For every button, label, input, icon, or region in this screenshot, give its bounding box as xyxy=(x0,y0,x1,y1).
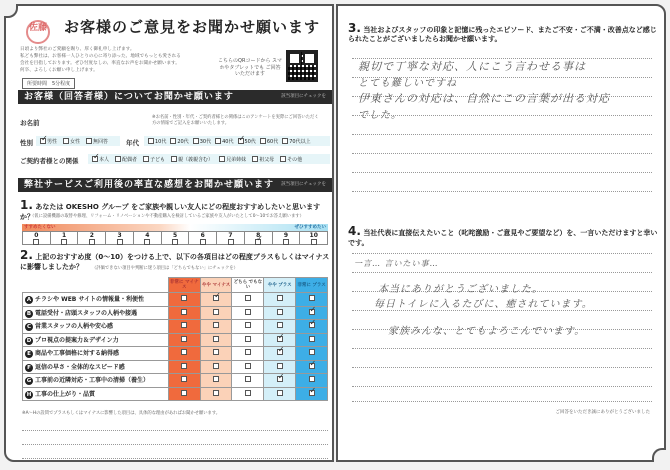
checkbox[interactable] xyxy=(277,363,283,369)
relation-option-sibling[interactable]: 兄弟姉妹 xyxy=(219,156,246,163)
answer-line xyxy=(352,253,652,254)
question-2-title: 2. 上記のおすすめ度（0〜10）をつける上で、以下の各項目はどの程度プラスもしくはマイナスに影響しましたか？ xyxy=(20,248,330,271)
answer-line xyxy=(352,134,652,135)
col-very-negative: 非常に マイナス xyxy=(168,278,200,293)
checkbox[interactable] xyxy=(245,376,251,382)
q4-answer-line-1[interactable]: 一言… 言いたい事… xyxy=(354,259,439,268)
letter-d-icon: D xyxy=(26,337,32,344)
scale-option-9[interactable]: 9 xyxy=(273,232,301,244)
answer-line xyxy=(352,272,652,273)
q2-footnote: ※A〜Hの設問でプラスもしくはマイナスに影響した項目は、具体的な理由があればお聞かせ願います。 xyxy=(22,411,221,416)
checkbox[interactable] xyxy=(213,363,219,369)
checkbox[interactable] xyxy=(309,349,315,355)
checkbox[interactable] xyxy=(181,376,187,382)
page-title: お客様のご意見をお聞かせ願います xyxy=(64,18,321,36)
checkbox[interactable] xyxy=(181,309,187,315)
checkbox[interactable] xyxy=(277,295,283,301)
checkbox[interactable] xyxy=(255,239,261,245)
checkbox[interactable] xyxy=(245,336,251,342)
letter-c-icon: C xyxy=(26,324,32,331)
question-1-note: （仮に設備機器の取替や修理、リフォーム・リノベーションや不動産購入を検討しているご家族や友人がいたとして0〜10でお答え願います） xyxy=(30,214,304,219)
relation-option-self[interactable]: ✓ 本人 xyxy=(92,156,109,163)
checkbox[interactable] xyxy=(181,322,187,328)
checkbox[interactable] xyxy=(63,138,69,144)
scale-option-10[interactable]: 10 xyxy=(300,232,327,244)
checkbox[interactable] xyxy=(143,156,149,162)
answer-line xyxy=(352,153,652,154)
answer-line xyxy=(352,172,652,173)
scale-option-4[interactable]: 4 xyxy=(134,232,162,244)
checkbox[interactable] xyxy=(283,239,289,245)
age-options xyxy=(144,136,330,146)
name-stamp: 佐藤 xyxy=(26,20,50,44)
checkbox[interactable] xyxy=(144,239,150,245)
relation-options xyxy=(88,154,330,164)
checkbox[interactable] xyxy=(238,138,244,144)
checkbox[interactable] xyxy=(89,239,95,245)
scale-option-6[interactable]: 6 xyxy=(189,232,217,244)
time-required-badge: 所要時間 5分程度 xyxy=(22,78,75,89)
checkbox[interactable] xyxy=(61,239,67,245)
table-row: A チラシや WEB サイトの情報量・利便性 ✓ xyxy=(23,293,328,307)
age-label: 年代 xyxy=(126,139,139,147)
question-3-title: 3. 当社およびスタッフの印象と記憶に残ったエピソード、またご不安・ご不満・改善点など感じられたことがございましたらお聞かせ願います。 xyxy=(348,21,657,43)
checkbox[interactable] xyxy=(245,349,251,355)
letter-g-icon: G xyxy=(26,378,32,385)
impact-table xyxy=(22,277,328,401)
checkbox[interactable] xyxy=(245,363,251,369)
name-note: ※お名前・性別・年代・ご契約者様との関係はこのアンケートを実際にご回答いただく方の情報でご記入をお願いいたします。 xyxy=(152,115,319,126)
scale-option-8[interactable] xyxy=(245,232,273,244)
q3-answer-line-3[interactable]: 伊東さんの対応は、自然にこの言葉が出る対応 xyxy=(358,92,610,105)
checkbox[interactable] xyxy=(181,295,187,301)
recommend-scale xyxy=(22,231,328,245)
checkbox[interactable] xyxy=(309,322,315,328)
reason-line[interactable] xyxy=(22,444,328,445)
checkbox[interactable] xyxy=(277,322,283,328)
checkbox[interactable] xyxy=(40,138,46,144)
checkbox[interactable] xyxy=(170,138,176,144)
q3-answer-line-1[interactable]: 親切で丁寧な対応、人にこう言わせる事は xyxy=(358,60,586,73)
table-header-row xyxy=(23,278,328,293)
scale-option-0[interactable]: 0 xyxy=(23,232,51,244)
question-2-note: （評価できない項目や判断に迷う項目は「どちらでもない」にチェックを） xyxy=(92,266,238,271)
relation-label: ご契約者様との関係 xyxy=(20,157,79,165)
checkbox[interactable] xyxy=(117,239,123,245)
checkbox[interactable] xyxy=(282,138,288,144)
col-very-positive: 非常に プラス xyxy=(296,278,328,293)
recommend-scale-gradient: すすめたくない ぜひすすめたい xyxy=(24,225,326,230)
checkbox[interactable] xyxy=(245,322,251,328)
checkbox[interactable] xyxy=(181,336,187,342)
col-slightly-positive: やや プラス xyxy=(264,278,296,293)
q3-answer-line-4[interactable]: でした。 xyxy=(358,110,402,121)
gender-option-none[interactable]: 無回答 xyxy=(86,138,108,145)
relation-option-child[interactable]: 子ども xyxy=(143,156,165,163)
respondent-section-header: お客様（回答者様）についてお聞かせ願います 該当項目にチェックを xyxy=(18,90,332,104)
gender-options xyxy=(36,136,120,146)
table-row: D プロ視点の提案力＆デザイン力 ✓ xyxy=(23,333,328,347)
answer-line xyxy=(352,367,652,368)
checkbox[interactable] xyxy=(245,390,251,396)
checkbox[interactable] xyxy=(115,156,121,162)
relation-option-spouse[interactable]: 配偶者 xyxy=(115,156,137,163)
checkbox[interactable] xyxy=(215,138,221,144)
checkbox[interactable] xyxy=(213,295,219,301)
checkbox[interactable] xyxy=(213,376,219,382)
col-neutral: どちら でもない xyxy=(232,278,264,293)
checkbox[interactable] xyxy=(213,349,219,355)
checkbox[interactable] xyxy=(311,239,317,245)
table-row: E 商品や工事価格に対する納得感 ✓ xyxy=(23,347,328,361)
age-option-20s[interactable]: 20代 xyxy=(170,138,188,145)
age-option-10s[interactable]: 10代 xyxy=(148,138,166,145)
relation-option-grandparent[interactable]: 祖父母 xyxy=(252,156,274,163)
checkbox[interactable] xyxy=(172,239,178,245)
checkbox[interactable] xyxy=(86,138,92,144)
age-option-40s[interactable]: 40代 xyxy=(215,138,233,145)
question-4-title: 4. 当社代表に直接伝えたいこと（叱咤激励・ご意見やご要望など）を、一言いただけますと幸いです。 xyxy=(348,224,658,247)
checkbox[interactable] xyxy=(309,295,315,301)
checkbox[interactable] xyxy=(245,295,251,301)
age-option-70s-plus[interactable]: 70代以上 xyxy=(282,138,310,145)
checkbox[interactable] xyxy=(181,363,187,369)
scale-option-2[interactable]: 2 xyxy=(78,232,106,244)
checkbox[interactable] xyxy=(92,156,98,162)
checkbox[interactable] xyxy=(148,138,154,144)
answer-line xyxy=(352,348,652,349)
table-row: G 工事前の近隣対応・工事中の清掃（養生） ✓ xyxy=(23,374,328,388)
relation-option-other[interactable]: その他 xyxy=(280,156,302,163)
scale-option-1[interactable]: 1 xyxy=(51,232,79,244)
checkbox[interactable] xyxy=(260,138,266,144)
gender-option-female[interactable]: 女性 xyxy=(63,138,80,145)
checkbox[interactable] xyxy=(213,309,219,315)
checkbox[interactable] xyxy=(309,336,315,342)
table-row: H 工事の仕上がり・品質 ✓ xyxy=(23,387,328,401)
letter-a-icon: A xyxy=(26,297,32,304)
age-option-60s[interactable]: 60代 xyxy=(260,138,278,145)
checkbox[interactable] xyxy=(213,336,219,342)
qr-caption: こちらのQRコードから スマホやタブレットでも ご回答いただけます xyxy=(218,58,282,77)
thanks-message: ご回答をいただき誠にありがとうございました xyxy=(555,410,650,415)
reason-line[interactable] xyxy=(22,458,328,459)
reason-line[interactable] xyxy=(22,430,328,431)
letter-h-icon: H xyxy=(26,391,32,398)
name-label: お名前 xyxy=(20,119,40,127)
checkbox[interactable] xyxy=(193,138,199,144)
checkbox[interactable] xyxy=(213,390,219,396)
scale-option-3[interactable]: 3 xyxy=(106,232,134,244)
letter-b-icon: B xyxy=(26,310,32,317)
question-1-title: 1. あなたは OKESHO グループ をご家族や親しい友人にどの程度おすすめしたいと思いますか？ xyxy=(20,198,321,221)
checkbox[interactable] xyxy=(213,322,219,328)
age-option-30s[interactable]: 30代 xyxy=(193,138,211,145)
q3-answer-line-2[interactable]: とても難しいですね xyxy=(358,78,457,89)
answer-line xyxy=(352,191,652,192)
checkbox[interactable] xyxy=(200,239,206,245)
letter-e-icon: E xyxy=(25,350,33,358)
table-row: B 電話受付・店頭スタッフの人柄や接遇 ✓ xyxy=(23,306,328,320)
checkbox[interactable] xyxy=(219,156,225,162)
gender-label: 性別 xyxy=(20,139,33,147)
answer-line xyxy=(352,401,652,402)
checkbox[interactable] xyxy=(309,363,315,369)
q4-answer-line-3[interactable]: 毎日トイレに入るたびに、癒されています。 xyxy=(374,299,593,310)
q4-answer-line-2[interactable]: 本当にありがとうございました。 xyxy=(378,284,543,295)
qr-code-icon[interactable] xyxy=(286,50,318,82)
checkbox[interactable] xyxy=(309,309,315,315)
q4-answer-line-4[interactable]: 家族みんな、とてもよろこんでいます。 xyxy=(388,326,586,337)
right-panel xyxy=(336,4,666,462)
letter-f-icon: F xyxy=(25,364,33,372)
intro-text: 日頃より弊社のご愛顧を賜り、厚く御礼申し上げます。 私ども弊社は、お客様一人ひとりの心に寄り添った、地域でもっとも愛される 会社を目指しております。ぜひ忖度なしの、率直なお声をお聞かせ願います。 何卒、よろしくお願い申し上げます。 xyxy=(20,47,181,73)
checkbox[interactable] xyxy=(280,156,286,162)
relation-option-parent[interactable]: 親（義親含む） xyxy=(171,156,213,163)
checkbox[interactable] xyxy=(309,376,315,382)
scale-option-5[interactable]: 5 xyxy=(162,232,190,244)
answer-line xyxy=(352,386,652,387)
col-slightly-negative: やや マイナス xyxy=(200,278,232,293)
checkbox[interactable] xyxy=(277,390,283,396)
checkbox[interactable] xyxy=(181,390,187,396)
table-row: F 返信の早さ・全体的なスピード感 ✓ xyxy=(23,360,328,374)
checkbox[interactable] xyxy=(277,376,283,382)
gender-option-male[interactable]: ✓ 男性 xyxy=(40,138,57,145)
checkbox[interactable] xyxy=(309,390,315,396)
scale-option-7[interactable]: 7 xyxy=(217,232,245,244)
feedback-section-header: 弊社サービスご利用後の率直な感想をお聞かせ願います 該当項目にチェックを xyxy=(18,178,332,192)
answer-line xyxy=(352,310,652,311)
checkbox[interactable] xyxy=(181,349,187,355)
left-panel xyxy=(4,4,334,462)
table-row: C 営業スタッフの人柄や安心感 ✓ xyxy=(23,320,328,334)
checkbox[interactable] xyxy=(277,336,283,342)
checkbox[interactable] xyxy=(171,156,177,162)
age-option-50s[interactable]: ✓ 50代 xyxy=(238,138,256,145)
checkbox[interactable] xyxy=(245,309,251,315)
checkbox[interactable] xyxy=(277,309,283,315)
checkbox[interactable] xyxy=(33,239,39,245)
checkbox[interactable] xyxy=(252,156,258,162)
checkbox[interactable] xyxy=(228,239,234,245)
checkbox[interactable] xyxy=(277,349,283,355)
